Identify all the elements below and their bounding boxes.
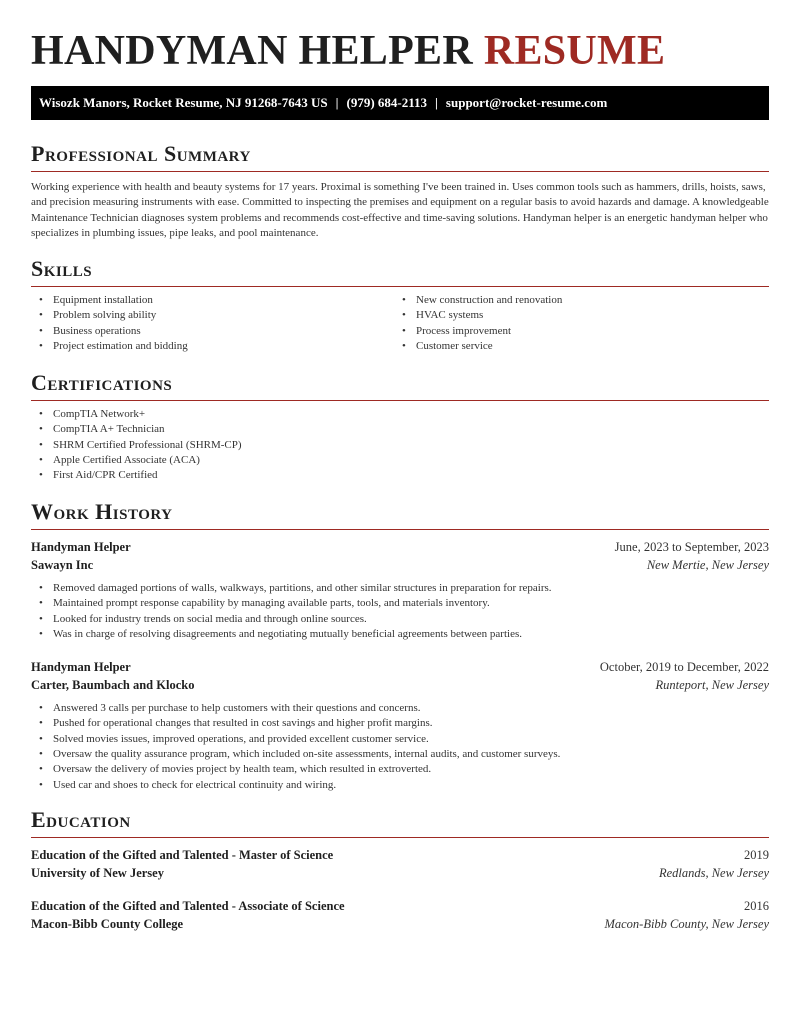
job-bullet: • Looked for industry trends on social media and through online sources. — [31, 612, 769, 627]
job-bullet: • Oversaw the delivery of movies project by health team, which resulted in extroverted. — [31, 762, 769, 777]
education-header-row — [31, 846, 769, 864]
contact-email: support@rocket-resume.com — [445, 95, 608, 110]
job-dates: October, 2019 to December, 2022 — [599, 660, 769, 675]
job-role: Handyman Helper — [31, 660, 131, 675]
job-bullet: • Removed damaged portions of walls, walkways, partitions, and other similar structures in preparation for repairs. — [31, 581, 769, 596]
certification-item: • First Aid/CPR Certified — [31, 468, 769, 483]
skill-item: • Process improvement — [394, 324, 757, 339]
certification-item: • CompTIA Network+ — [31, 407, 769, 422]
job-location: New Mertie, New Jersey — [646, 558, 769, 572]
education-degree: Education of the Gifted and Talented - Associate of Science — [31, 899, 345, 913]
section-divider — [31, 171, 769, 172]
contact-address: Wisozk Manors, Rocket Resume, NJ 91268-7643 US — [39, 95, 328, 110]
job-header-row — [31, 658, 769, 676]
skills-section — [31, 256, 769, 354]
summary-heading: Professional Summary — [31, 141, 251, 166]
job-bullet: • Oversaw the quality assurance program, which included on-site assessments, internal audits, and customer surveys. — [31, 747, 769, 762]
job-entry — [31, 658, 769, 793]
education-entry — [31, 897, 769, 933]
section-divider — [31, 529, 769, 530]
skills-right-column — [394, 287, 757, 354]
skills-columns — [31, 287, 769, 354]
section-divider — [31, 837, 769, 838]
skill-item: • HVAC systems — [394, 308, 757, 323]
education-school: Macon-Bibb County College — [31, 917, 184, 931]
skill-item: • Project estimation and bidding — [31, 339, 394, 354]
summary-section — [31, 141, 769, 241]
job-entry — [31, 538, 769, 642]
education-section — [31, 807, 769, 933]
job-company-row — [31, 556, 769, 574]
job-company: Sawayn Inc — [31, 558, 94, 572]
skill-item: • Equipment installation — [31, 293, 394, 308]
contact-separator: | — [335, 95, 339, 110]
skill-item: • Customer service — [394, 339, 757, 354]
education-school-row — [31, 915, 769, 933]
resume-title — [31, 27, 665, 75]
education-school-row — [31, 864, 769, 882]
summary-text: Working experience with health and beauty systems for 17 years. Proximal is something I've been trained in. Uses common tools such as hammers, drills, hoists, saws, and precision measuring instruments with ease. Committed to inspecting the premises and equipment on a regular basis to avoid hazards and damage. A knowledgeable Maintenance Technician diagnoses system problems and recommends cost-effective and time-saving solutions. Handyman helper is an energetic handyman helper who specializes in plumbing issues, pipe leaks, and pool maintenance. — [31, 181, 769, 239]
job-role: Handyman Helper — [31, 540, 131, 554]
skill-item: • Business operations — [31, 324, 394, 339]
job-company: Carter, Baumbach and Klocko — [31, 678, 195, 693]
job-header-row — [31, 538, 769, 556]
education-degree: Education of the Gifted and Talented - Master of Science — [31, 848, 334, 862]
education-year: 2019 — [744, 848, 769, 862]
contact-phone: (979) 684-2113 — [346, 95, 428, 110]
skills-heading: Skills — [31, 256, 93, 281]
certification-item: • SHRM Certified Professional (SHRM-CP) — [31, 438, 769, 453]
section-divider — [31, 400, 769, 401]
education-header-row — [31, 897, 769, 915]
work-history-heading: Work History — [31, 499, 173, 524]
job-bullet: • Maintained prompt response capability by managing available parts, tools, and materials inventory. — [31, 596, 769, 611]
job-bullet: • Was in charge of resolving disagreements and negotiating mutually beneficial agreements between parties. — [31, 627, 769, 642]
skills-left-column — [31, 287, 394, 354]
education-location: Macon-Bibb County, New Jersey — [604, 917, 769, 931]
job-bullet: • Solved movies issues, improved operations, and provided excellent customer service. — [31, 732, 769, 747]
job-bullet: • Answered 3 calls per purchase to help customers with their questions and concerns. — [31, 701, 769, 716]
education-heading: Education — [31, 807, 131, 832]
job-bullet: • Pushed for operational changes that resulted in cost savings and higher profit margins. — [31, 716, 769, 731]
contact-separator: | — [435, 95, 438, 110]
certifications-heading: Certifications — [31, 370, 173, 395]
education-entry — [31, 846, 769, 882]
title-accent: RESUME — [483, 28, 666, 74]
certification-item: • CompTIA A+ Technician — [31, 422, 769, 437]
certification-item: • Apple Certified Associate (ACA) — [31, 453, 769, 468]
skill-item: • New construction and renovation — [394, 293, 757, 308]
job-location: Runteport, New Jersey — [655, 678, 769, 693]
job-bullet: • Used car and shoes to check for electrical continuity and wiring. — [31, 778, 769, 793]
contact-bar — [31, 86, 769, 120]
work-history-section — [31, 499, 769, 793]
education-location: Redlands, New Jersey — [658, 866, 769, 880]
title-name: HANDYMAN HELPER — [31, 28, 473, 74]
education-school: University of New Jersey — [31, 866, 164, 880]
job-dates: June, 2023 to September, 2023 — [614, 540, 769, 554]
education-year: 2016 — [744, 899, 769, 913]
skill-item: • Problem solving ability — [31, 308, 394, 323]
certifications-section — [31, 370, 769, 483]
job-company-row — [31, 676, 769, 694]
